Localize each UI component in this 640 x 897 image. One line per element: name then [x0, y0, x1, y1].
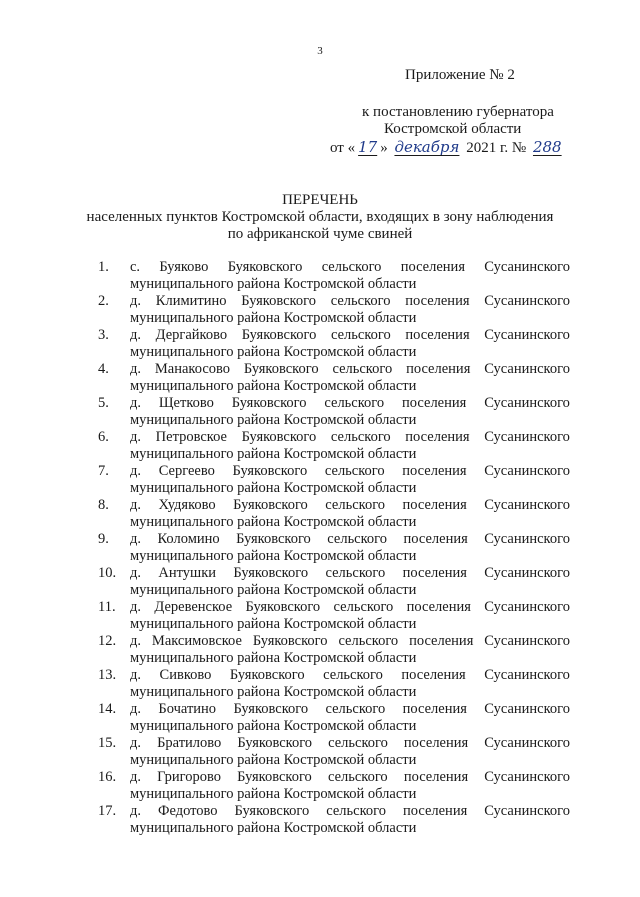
item-word: сельского	[338, 633, 399, 649]
item-word: поселения	[403, 735, 469, 751]
item-word: сельского	[330, 429, 391, 445]
item-word: Сусанинского	[484, 735, 570, 751]
item-word: Буяковского	[231, 395, 307, 411]
item-number: 10.	[98, 565, 117, 581]
item-district-line: муниципального района Костромской области	[130, 684, 417, 700]
decree-date-line	[330, 138, 565, 157]
item-district-line: муниципального района Костромской области	[130, 650, 417, 666]
item-number: 2.	[98, 293, 109, 309]
item-settlement-line	[130, 735, 570, 752]
item-word: Буяковского	[252, 633, 328, 649]
item-word: сельского	[330, 327, 391, 343]
item-word: Сусанинского	[484, 259, 570, 275]
item-word: поселения	[405, 293, 470, 309]
item-district-line: муниципального района Костромской области	[130, 344, 417, 360]
item-word: сельского	[324, 463, 385, 479]
item-settlement-line	[130, 803, 570, 820]
list-item	[98, 701, 570, 735]
item-word: сельского	[327, 531, 388, 547]
item-settlement-line	[130, 429, 570, 446]
item-word: Буяковского	[234, 803, 310, 819]
item-word: д.	[130, 531, 142, 547]
item-number: 17.	[98, 803, 117, 819]
item-word: поселения	[400, 259, 465, 275]
item-settlement-line	[130, 667, 570, 684]
item-word: с.	[130, 259, 141, 275]
item-word: Буяковского	[241, 327, 317, 343]
item-district-line: муниципального района Костромской области	[130, 480, 417, 496]
item-word: сельского	[333, 599, 394, 615]
item-word: поселения	[401, 667, 466, 683]
item-word: Сусанинского	[484, 565, 570, 581]
item-word: Сусанинского	[484, 633, 570, 649]
item-word: Братилово	[157, 735, 222, 751]
item-number: 12.	[98, 633, 117, 649]
item-district-line: муниципального района Костромской области	[130, 752, 417, 768]
item-word: Буяковского	[227, 259, 303, 275]
list-item	[98, 769, 570, 803]
item-word: Буяковского	[233, 565, 309, 581]
item-word: поселения	[402, 497, 467, 513]
item-district-line: муниципального района Костромской области	[130, 446, 417, 462]
item-word: сельского	[325, 701, 386, 717]
item-word: Сусанинского	[484, 701, 570, 717]
item-settlement-line	[130, 463, 570, 480]
item-word: поселения	[405, 429, 470, 445]
item-word: Буяковского	[243, 361, 319, 377]
item-word: Буяковского	[237, 735, 313, 751]
item-word: д.	[130, 769, 142, 785]
list-item	[98, 327, 570, 361]
item-district-line: муниципального района Костромской области	[130, 548, 417, 564]
item-word: д.	[130, 667, 142, 683]
item-word: Федотово	[158, 803, 218, 819]
item-word: д.	[130, 701, 142, 717]
item-word: д.	[130, 735, 142, 751]
item-word: Буяковского	[241, 429, 317, 445]
item-word: сельского	[330, 293, 391, 309]
item-word: Буяковского	[245, 599, 321, 615]
item-word: д.	[130, 599, 142, 615]
item-word: сельского	[325, 565, 386, 581]
decree-region: Костромской области	[384, 121, 522, 137]
settlement-list	[98, 259, 570, 837]
item-word: Буяковского	[241, 293, 316, 309]
item-word: Максимовское	[151, 633, 242, 649]
list-item	[98, 395, 570, 429]
item-word: Буяковского	[236, 531, 311, 547]
item-number: 3.	[98, 327, 109, 343]
item-word: поселения	[406, 599, 471, 615]
item-word: д.	[130, 803, 142, 819]
item-settlement-line	[130, 769, 570, 786]
handwritten-day: 17	[358, 138, 378, 156]
item-number: 5.	[98, 395, 109, 411]
list-item	[98, 361, 570, 395]
item-word: Сусанинского	[484, 361, 570, 377]
item-number: 1.	[98, 259, 109, 275]
item-word: Буяковского	[233, 701, 309, 717]
item-word: д.	[130, 395, 142, 411]
item-settlement-line	[130, 259, 570, 276]
handwritten-month: декабря	[394, 138, 460, 156]
item-word: Буяковского	[233, 497, 308, 513]
item-word: Петровское	[155, 429, 227, 445]
item-word: Сусанинского	[484, 531, 570, 547]
list-item	[98, 259, 570, 293]
list-item	[98, 497, 570, 531]
item-word: Буяковского	[229, 667, 305, 683]
page-number: 3	[317, 45, 323, 57]
item-word: сельского	[324, 395, 385, 411]
item-word: д.	[130, 293, 142, 309]
item-word: поселения	[405, 327, 470, 343]
item-district-line: муниципального района Костромской области	[130, 616, 417, 632]
item-district-line: муниципального района Костромской области	[130, 276, 417, 292]
year-text: 2021 г. №	[466, 140, 527, 156]
item-word: д.	[130, 565, 142, 581]
item-settlement-line	[130, 531, 570, 548]
item-word: д.	[130, 633, 142, 649]
item-word: Буяковского	[237, 769, 312, 785]
item-word: поселения	[406, 361, 471, 377]
handwritten-number: 288	[532, 138, 562, 156]
item-district-line: муниципального района Костромской области	[130, 718, 417, 734]
item-word: д.	[130, 327, 142, 343]
item-word: Манакосово	[154, 361, 231, 377]
item-number: 14.	[98, 701, 117, 717]
item-word: поселения	[403, 531, 468, 547]
list-item	[98, 293, 570, 327]
list-item	[98, 667, 570, 701]
item-number: 8.	[98, 497, 109, 513]
item-word: сельского	[327, 769, 388, 785]
item-word: поселения	[402, 395, 467, 411]
item-settlement-line	[130, 633, 570, 650]
item-number: 6.	[98, 429, 109, 445]
item-number: 4.	[98, 361, 109, 377]
document-title: ПЕРЕЧЕНЬ	[282, 192, 358, 208]
appendix-label: Приложение № 2	[405, 67, 515, 83]
item-word: Деревенское	[154, 599, 233, 615]
item-word: Сусанинского	[484, 463, 570, 479]
list-item	[98, 633, 570, 667]
list-item	[98, 429, 570, 463]
item-district-line: муниципального района Костромской области	[130, 310, 417, 326]
item-word: д.	[130, 429, 142, 445]
item-word: Худяково	[158, 497, 216, 513]
item-settlement-line	[130, 293, 570, 310]
item-word: поселения	[409, 633, 474, 649]
item-word: д.	[130, 497, 142, 513]
item-word: сельского	[332, 361, 393, 377]
item-district-line: муниципального района Костромской области	[130, 412, 417, 428]
item-district-line: муниципального района Костромской области	[130, 786, 417, 802]
item-word: поселения	[402, 701, 467, 717]
date-mid: »	[380, 140, 388, 156]
item-number: 7.	[98, 463, 109, 479]
item-word: Сусанинского	[484, 429, 570, 445]
item-word: Григорово	[157, 769, 221, 785]
item-word: сельского	[326, 803, 386, 819]
item-word: сельского	[321, 259, 382, 275]
item-word: д.	[130, 361, 142, 377]
document-subtitle-line1: населенных пунктов Костромской области, входящих в зону наблюдения	[86, 209, 554, 225]
item-word: поселения	[402, 463, 467, 479]
list-item	[98, 599, 570, 633]
item-number: 11.	[98, 599, 116, 615]
item-word: Сусанинского	[484, 769, 570, 785]
item-word: Буяково	[159, 259, 209, 275]
item-district-line: муниципального района Костромской области	[130, 378, 417, 394]
item-word: сельского	[325, 497, 386, 513]
item-number: 13.	[98, 667, 117, 683]
item-word: Дергайково	[155, 327, 228, 343]
item-district-line: муниципального района Костромской области	[130, 582, 417, 598]
item-settlement-line	[130, 701, 570, 718]
list-item	[98, 803, 570, 837]
title-block	[0, 192, 640, 243]
item-settlement-line	[130, 327, 570, 344]
item-word: Сусанинского	[484, 599, 570, 615]
item-word: поселения	[402, 565, 467, 581]
decree-reference: к постановлению губернатора	[362, 104, 554, 120]
item-word: Коломино	[157, 531, 220, 547]
item-word: Сусанинского	[484, 327, 570, 343]
list-item	[98, 735, 570, 769]
item-settlement-line	[130, 395, 570, 412]
item-word: Сусанинского	[484, 667, 570, 683]
item-settlement-line	[130, 497, 570, 514]
item-district-line: муниципального района Костромской области	[130, 514, 417, 530]
list-item	[98, 565, 570, 599]
item-word: Климитино	[155, 293, 227, 309]
item-settlement-line	[130, 565, 570, 582]
item-word: Буяковского	[232, 463, 308, 479]
list-item	[98, 463, 570, 497]
date-prefix: от «	[330, 140, 356, 156]
item-word: Антушки	[158, 565, 217, 581]
item-word: Бочатино	[158, 701, 217, 717]
item-word: Сусанинского	[484, 803, 570, 819]
item-number: 16.	[98, 769, 117, 785]
item-word: поселения	[403, 769, 469, 785]
item-word: Сусанинского	[484, 497, 570, 513]
item-word: Сергеево	[158, 463, 215, 479]
item-word: Щетково	[158, 395, 214, 411]
item-word: поселения	[402, 803, 468, 819]
list-item	[98, 531, 570, 565]
item-number: 9.	[98, 531, 109, 547]
item-word: сельского	[328, 735, 388, 751]
item-settlement-line	[130, 599, 570, 616]
item-word: Сусанинского	[484, 395, 570, 411]
item-district-line: муниципального района Костромской области	[130, 820, 417, 836]
document-subtitle-line2: по африканской чуме свиней	[227, 226, 413, 242]
item-word: Сусанинского	[484, 293, 570, 309]
item-word: Сивково	[159, 667, 212, 683]
item-number: 15.	[98, 735, 117, 751]
item-settlement-line	[130, 361, 570, 378]
item-word: д.	[130, 463, 142, 479]
item-word: сельского	[323, 667, 383, 683]
